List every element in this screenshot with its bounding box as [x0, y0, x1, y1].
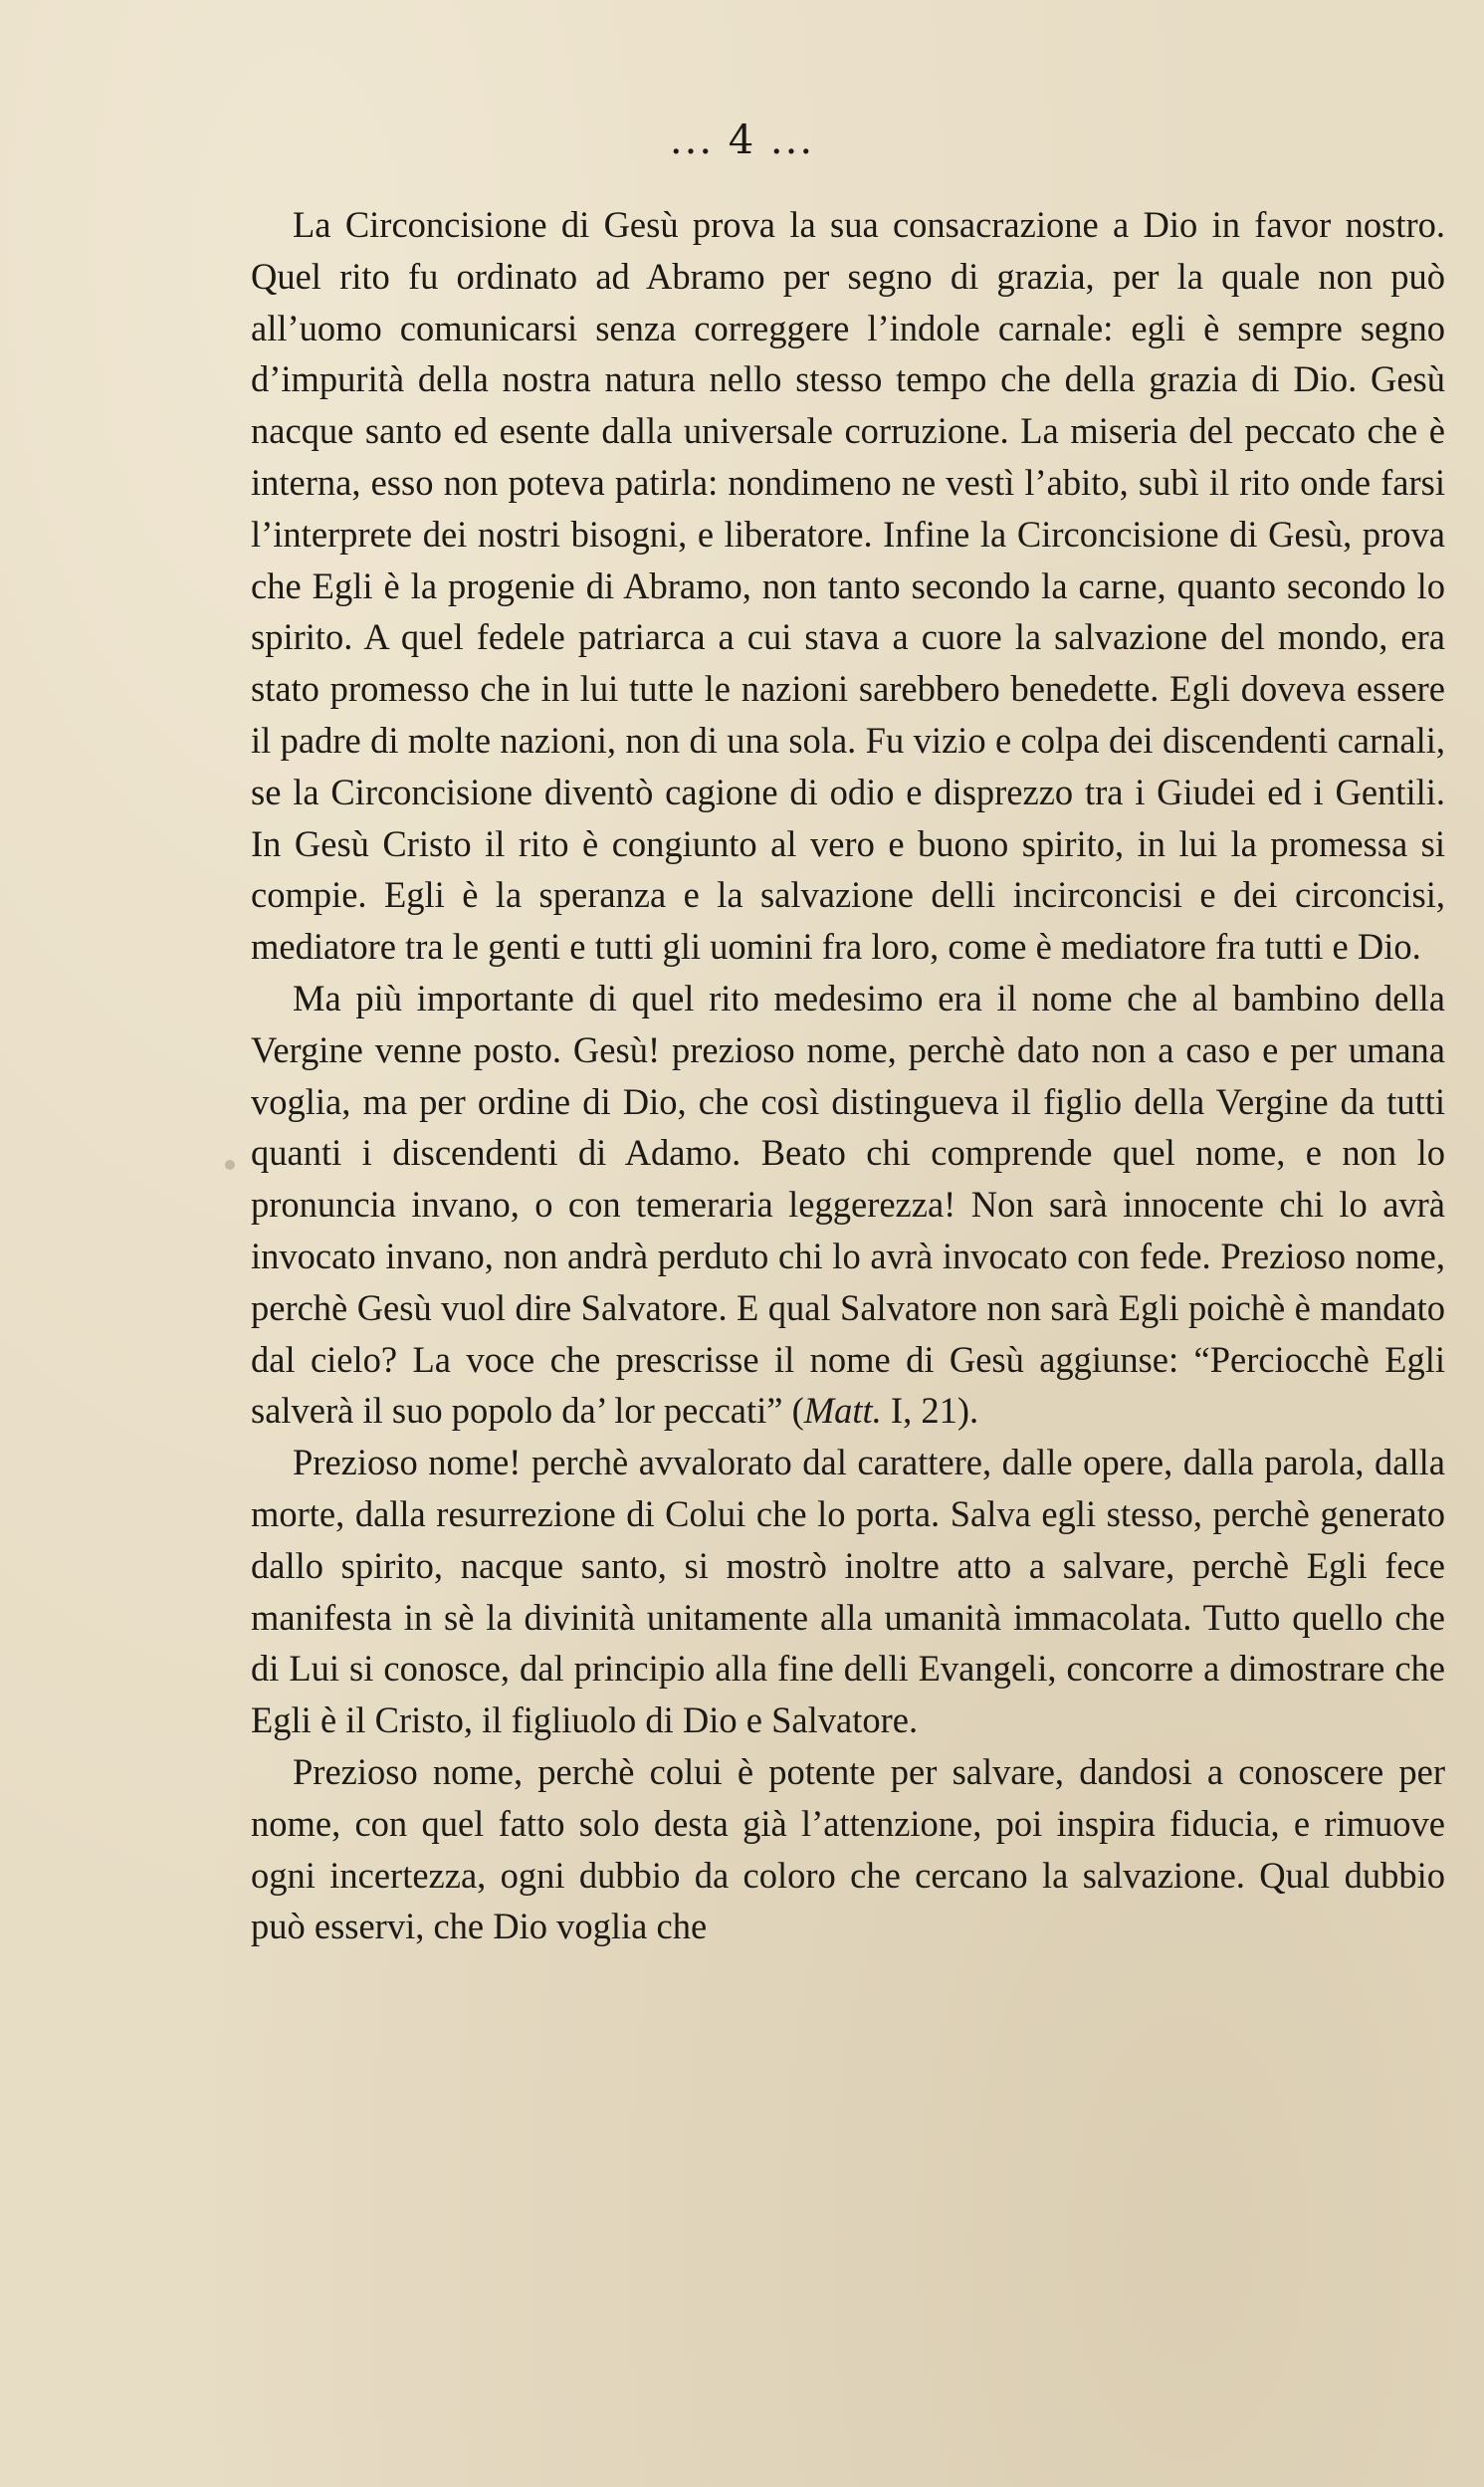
paper-speck	[225, 1160, 235, 1170]
citation-matt: Matt.	[803, 1390, 882, 1432]
paragraph-prezioso-nome-2: Prezioso nome, perchè colui è potente per salvare, dandosi a conoscere per nome, con quel fatto solo desta già l’attenzione, poi inspira fiducia, e rimuove ogni incertezza, ogni dubbio da coloro che cercano la salvazione. Qual dubbio può esservi, che Dio voglia che	[251, 1750, 1445, 1947]
citation-reference: I, 21).	[881, 1390, 979, 1432]
page-number: ... 4 ...	[669, 117, 815, 163]
paragraph-text: Ma più importante di quel rito medesimo era il nome che al bambino della Vergine venne posto. Gesù! prezioso nome, perchè dato non a caso e per umana voglia, ma per ordine di Dio, che così distingueva il figlio della Vergine da tutti quanti i discendenti di Adamo. Beato chi comprende quel nome, e non lo pronuncia invano, o con temeraria leggerezza! Non sarà innocente chi lo avrà invocato invano, non andrà perduto chi lo avrà invocato con fede. Prezioso nome, perchè Gesù vuol dire Salvatore. E qual Salvatore non sarà Egli poichè è mandato dal cielo? La voce che prescrisse il nome di Gesù aggiunse: “Perciocchè Egli salverà il suo popolo da’ lor peccati” (	[251, 977, 1445, 1432]
paragraph-prezioso-nome-1: Prezioso nome! perchè avvalorato dal carattere, dalle opere, dalla parola, dalla morte, dalla resurrezione di Colui che lo porta. Salva egli stesso, perchè generato dallo spirito, nacque santo, si mostrò inoltre atto a salvare, perchè Egli fece manifesta in sè la divinità unitamente alla umanità immacolata. Tutto quello che di Lui si conosce, dal principio alla fine delli Evangeli, concorre a dimostrare che Egli è il Cristo, il figliuolo di Dio e Salvatore.	[251, 1442, 1445, 1741]
body-text	[251, 199, 1445, 1952]
paragraph-nome-gesu	[251, 973, 1445, 1437]
paragraph-circoncisione: La Circoncisione di Gesù prova la sua consacrazione a Dio in favor nostro. Quel rito fu ordinato ad Abramo per segno di grazia, per la quale non può all’uomo comunicarsi senza correggere l’indole carnale: egli è sempre segno d’impurità della nostra natura nello stesso tempo che della grazia di Dio. Gesù nacque santo ed esente dalla universale corruzione. La miseria del peccato che è interna, esso non poteva patirla: nondimeno ne vestì l’abito, subì il rito onde farsi l’interprete dei nostri bisogni, e liberatore. Infine la Circoncisione di Gesù, prova che Egli è la progenie di Abramo, non tanto secondo la carne, quanto secondo lo spirito. A quel fedele patriarca a cui stava a cuore la salvazione del mondo, era stato promesso che in lui tutte le nazioni sarebbero benedette. Egli doveva essere il padre di molte nazioni, non di una sola. Fu vizio e colpa dei discendenti carnali, se la Circoncisione diventò cagione di odio e disprezzo tra i Giudei ed i Gentili. In Gesù Cristo il rito è congiunto al vero e buono spirito, in lui la promessa si compie. Egli è la speranza e la salvazione delli incirconcisi e dei circoncisi, mediatore tra le genti e tutti gli uomini fra loro, come è mediatore fra tutti e Dio.	[251, 204, 1445, 968]
